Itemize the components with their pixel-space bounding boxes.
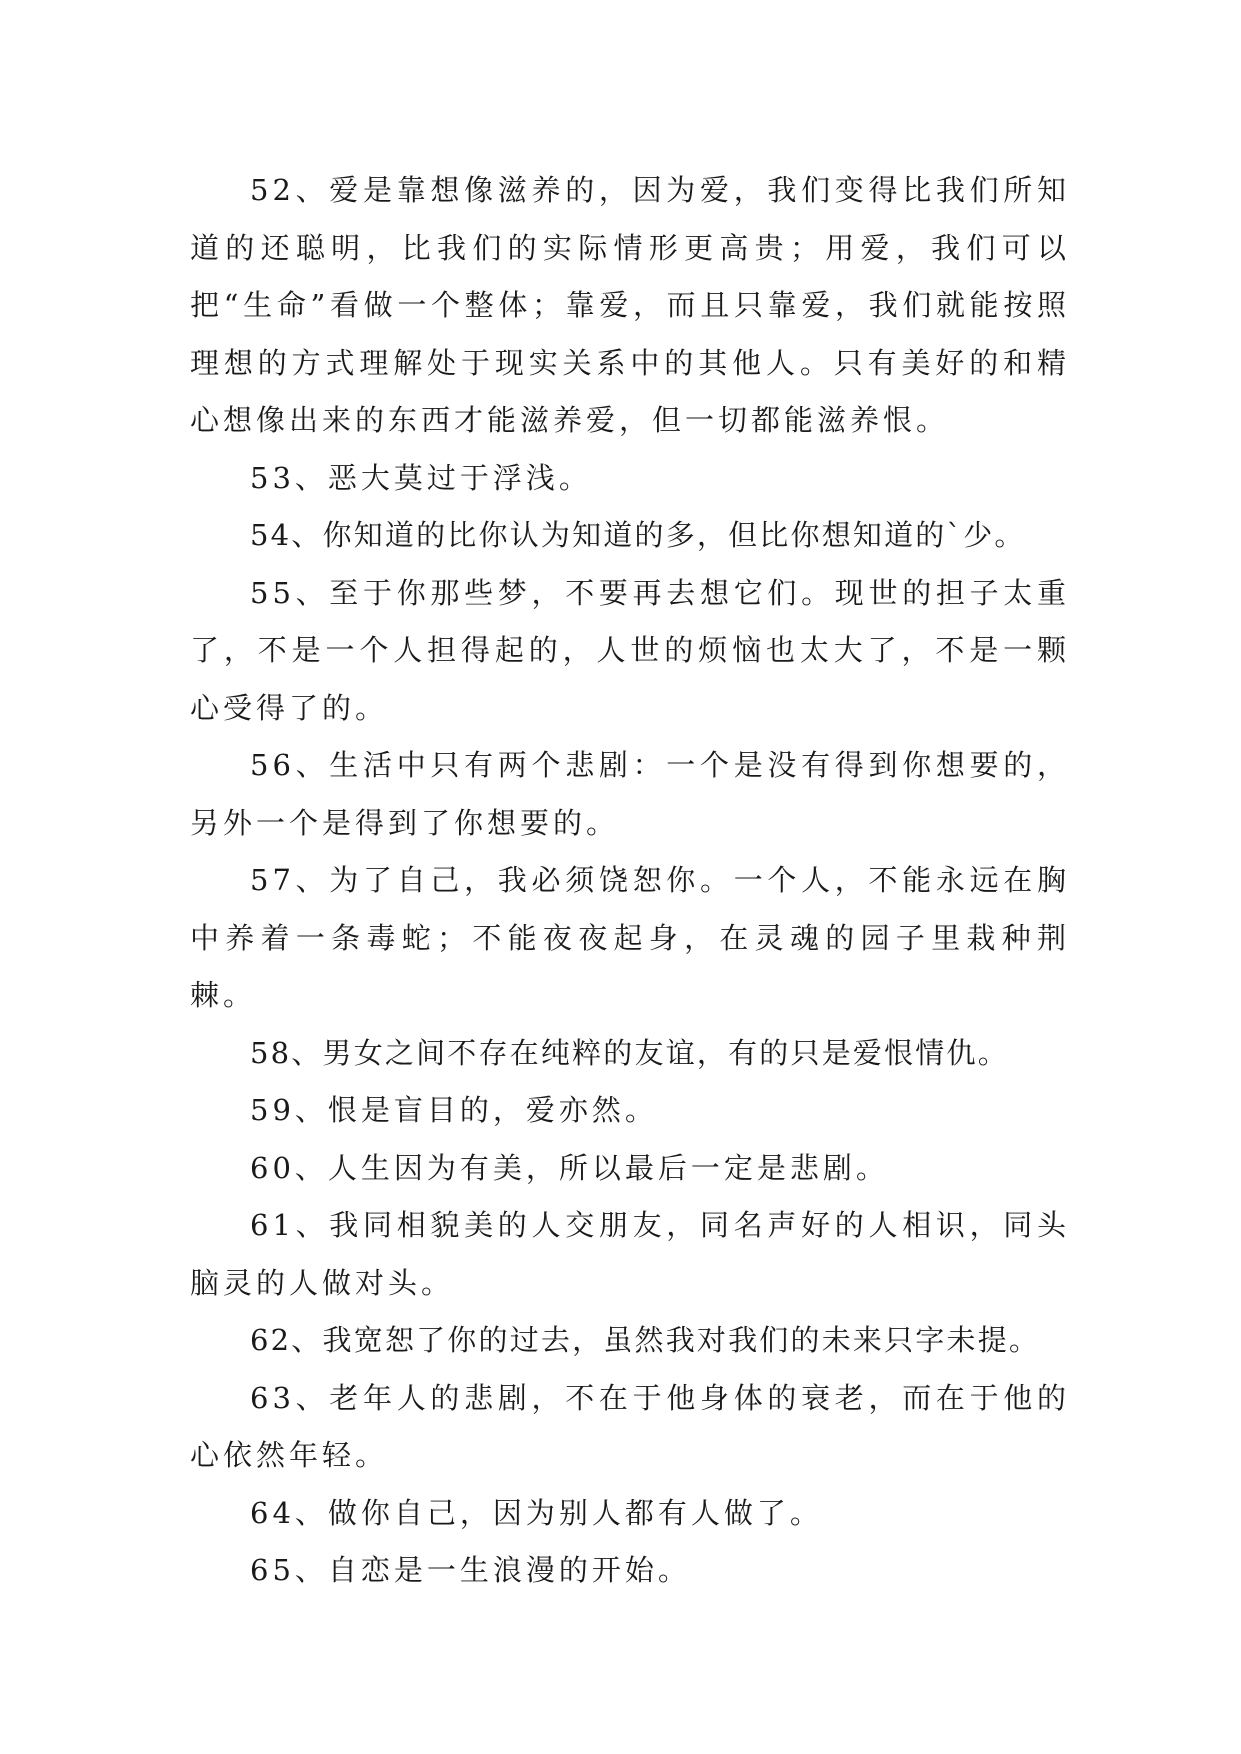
paragraph-63: 63、老年人的悲剧，不在于他身体的衰老，而在于他的心依然年轻。 [190,1380,1070,1472]
paragraph-57: 57、为了自己，我必须饶恕你。一个人，不能永远在胸中养着一条毒蛇；不能夜夜起身，在灵魂的园子里栽种荆棘。 [190,863,1070,1012]
paragraph-53: 53、恶大莫过于浮浅。 [250,460,592,495]
paragraph-54: 54、你知道的比你认为知道的多，但比你想知道的`少。 [250,518,1026,552]
paragraph-62: 62、我宽恕了你的过去，虽然我对我们的未来只字未提。 [250,1323,1041,1357]
paragraph-60: 60、人生因为有美，所以最后一定是悲剧。 [250,1150,889,1185]
paragraph-58: 58、男女之间不存在纯粹的友谊，有的只是爱恨情仇。 [250,1035,1009,1070]
paragraph-56: 56、生活中只有两个悲剧：一个是没有得到你想要的，另外一个是得到了你想要的。 [190,748,1070,840]
paragraph-64: 64、做你自己，因为别人都有人做了。 [250,1495,823,1530]
paragraph-65: 65、自恋是一生浪漫的开始。 [250,1553,691,1587]
paragraph-52: 52、爱是靠想像滋养的，因为爱，我们变得比我们所知道的还聪明，比我们的实际情形更高贵；用爱，我们可以把“生命”看做一个整体；靠爱，而且只靠爱，我们就能按照理想的方式理解处于现实关系中的其他人。只有美好的和精心想像出来的东西才能滋养爱，但一切都能滋养恨。 [190,173,1070,437]
paragraph-61: 61、我同相貌美的人交朋友，同名声好的人相识，同头脑灵的人做对头。 [190,1208,1070,1300]
document-body [190,162,1070,1600]
paragraph-59: 59、恨是盲目的，爱亦然。 [250,1093,658,1127]
paragraph-55: 55、至于你那些梦，不要再去想它们。现世的担子太重了，不是一个人担得起的，人世的烦恼也太大了，不是一颗心受得了的。 [190,575,1070,725]
